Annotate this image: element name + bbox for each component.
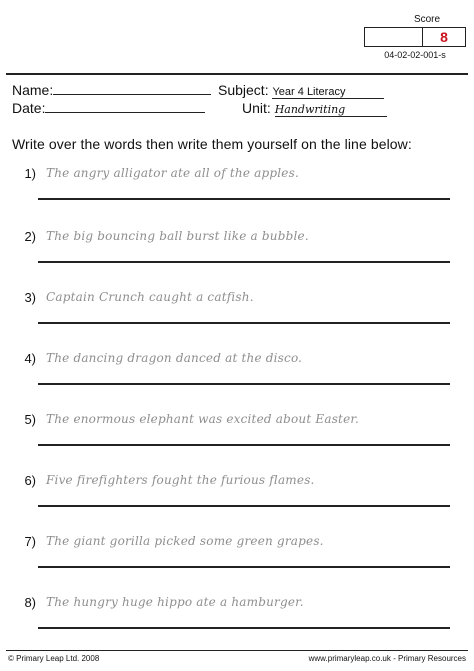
trace-sentence: The giant gorilla picked some green grapes.	[46, 534, 324, 548]
name-row	[12, 82, 211, 98]
practice-item-2	[12, 229, 452, 287]
website-link[interactable]: www.primaryleap.co.uk - Primary Resources	[308, 654, 466, 663]
practice-item-4	[12, 351, 452, 409]
writing-line[interactable]	[38, 505, 450, 507]
instruction-text: Write over the words then write them yourself on the line below:	[12, 136, 412, 152]
item-number: 2)	[24, 229, 36, 244]
score-blank-cell	[365, 28, 423, 46]
trace-sentence: Five firefighters fought the furious flames.	[46, 473, 315, 487]
writing-line[interactable]	[38, 383, 450, 385]
item-number: 5)	[24, 412, 36, 427]
item-number: 8)	[24, 595, 36, 610]
unit-value: Handwriting	[275, 104, 387, 117]
score-label: Score	[413, 14, 441, 25]
score-value: 8	[440, 29, 448, 45]
item-number: 3)	[24, 290, 36, 305]
name-label: Name:	[12, 82, 54, 98]
item-number: 1)	[24, 166, 36, 181]
writing-line[interactable]	[38, 322, 450, 324]
item-number: 6)	[24, 473, 36, 488]
subject-row	[218, 82, 384, 99]
writing-line[interactable]	[38, 198, 450, 200]
practice-item-5	[12, 412, 452, 470]
footer-rule	[6, 650, 468, 651]
unit-label: Unit:	[242, 100, 271, 116]
trace-sentence: Captain Crunch caught a catfish.	[46, 290, 254, 304]
trace-sentence: The hungry huge hippo ate a hamburger.	[46, 595, 304, 609]
worksheet-code: 04-02-02-001-s	[384, 50, 446, 60]
trace-sentence: The big bouncing ball burst like a bubble.	[46, 229, 309, 243]
trace-sentence: The dancing dragon danced at the disco.	[46, 351, 303, 365]
subject-label: Subject:	[218, 82, 269, 98]
subject-value: Year 4 Literacy	[272, 86, 384, 99]
name-field[interactable]	[53, 83, 211, 95]
copyright-text: © Primary Leap Ltd. 2008	[8, 654, 100, 663]
practice-item-7	[12, 534, 452, 592]
writing-line[interactable]	[38, 627, 450, 629]
item-number: 7)	[24, 534, 36, 549]
date-row	[12, 100, 205, 116]
item-number: 4)	[24, 351, 36, 366]
practice-item-3	[12, 290, 452, 348]
date-label: Date:	[12, 100, 46, 116]
practice-item-8	[12, 595, 452, 653]
score-row	[364, 27, 466, 47]
writing-line[interactable]	[38, 566, 450, 568]
practice-item-1	[12, 166, 452, 224]
writing-line[interactable]	[38, 444, 450, 446]
practice-item-6	[12, 473, 452, 531]
date-field[interactable]	[45, 101, 205, 113]
score-box	[364, 14, 466, 60]
writing-line[interactable]	[38, 261, 450, 263]
trace-sentence: The angry alligator ate all of the apples.	[46, 166, 299, 180]
trace-sentence: The enormous elephant was excited about Easter.	[46, 412, 360, 426]
header-rule	[6, 73, 468, 75]
unit-row	[242, 100, 387, 117]
